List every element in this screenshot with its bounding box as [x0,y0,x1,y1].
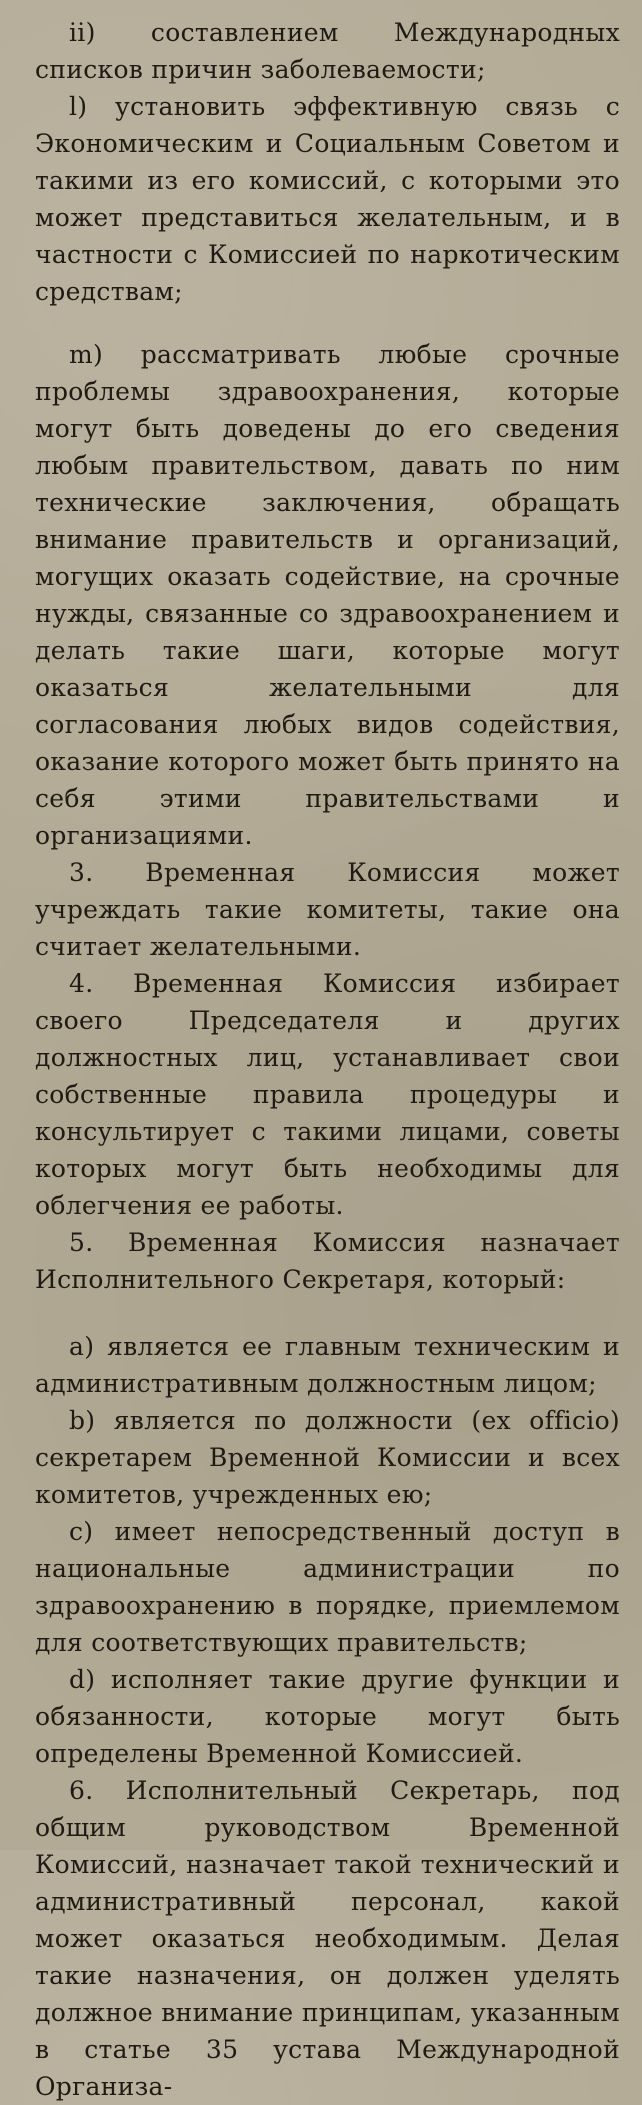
paragraph-section-4: 4. Временная Комиссия избирает своего Председателя и других должностных лиц, устанавливает свои собственные правила процедуры и консультирует с такими лицами, советы которых могут быть необходимы для облегчения ее работы. [35,969,620,1220]
paragraph-gap [35,1298,620,1328]
paragraph-section-5: 5. Временная Комиссия назначает Исполнительного Секретаря, который: [35,1228,620,1294]
paragraph-section-6: 6. Исполнительный Секретарь, под общим руководством Временной Комиссий, назначает такой технический и административный персонал, какой может оказаться необходимым. Делая такие назначения, он должен уделять должное внимание принципам, указанным в статье 35 устава Международной Организа- [35,1776,620,2101]
paragraph-item-k: ii) составлением Международных списков причин заболеваемости; [35,18,620,84]
paragraph-section-3: 3. Временная Комиссия может учреждать такие комитеты, такие она считает желательными. [35,858,620,961]
paragraph-item-d: d) исполняет такие другие функции и обязанности, которые могут быть определены Временной Комиссией. [35,1665,620,1768]
paragraph-item-a: а) является ее главным техническим и административным должностным лицом; [35,1332,620,1398]
paragraph-item-b: b) является по должности (ex officio) секретарем Временной Комиссии и всех комитетов, учрежденных ею; [35,1406,620,1509]
paragraph-item-c: с) имеет непосредственный доступ в национальные администрации по здравоохранению в порядке, приемлемом для соответствующих правительств; [35,1517,620,1657]
paragraph-item-l: l) установить эффективную связь с Экономическим и Социальным Советом и такими из его комиссий, с которыми это может представиться желательным, и в частности с Комиссией по наркотическим средствам; [35,92,620,306]
paragraph-gap [35,310,620,336]
paragraph-item-m: m) рассматривать любые срочные проблемы здравоохранения, которые могут быть доведены до его сведения любым правительством, давать по ним технические заключения, обращать внимание правительств и организаций, могущих оказать содействие, на срочные нужды, связанные со здравоохранением и делать такие шаги, которые могут оказаться желательными для согласования любых видов содействия, оказание которого может быть принято на себя этими правительствами и организациями. [35,340,620,850]
